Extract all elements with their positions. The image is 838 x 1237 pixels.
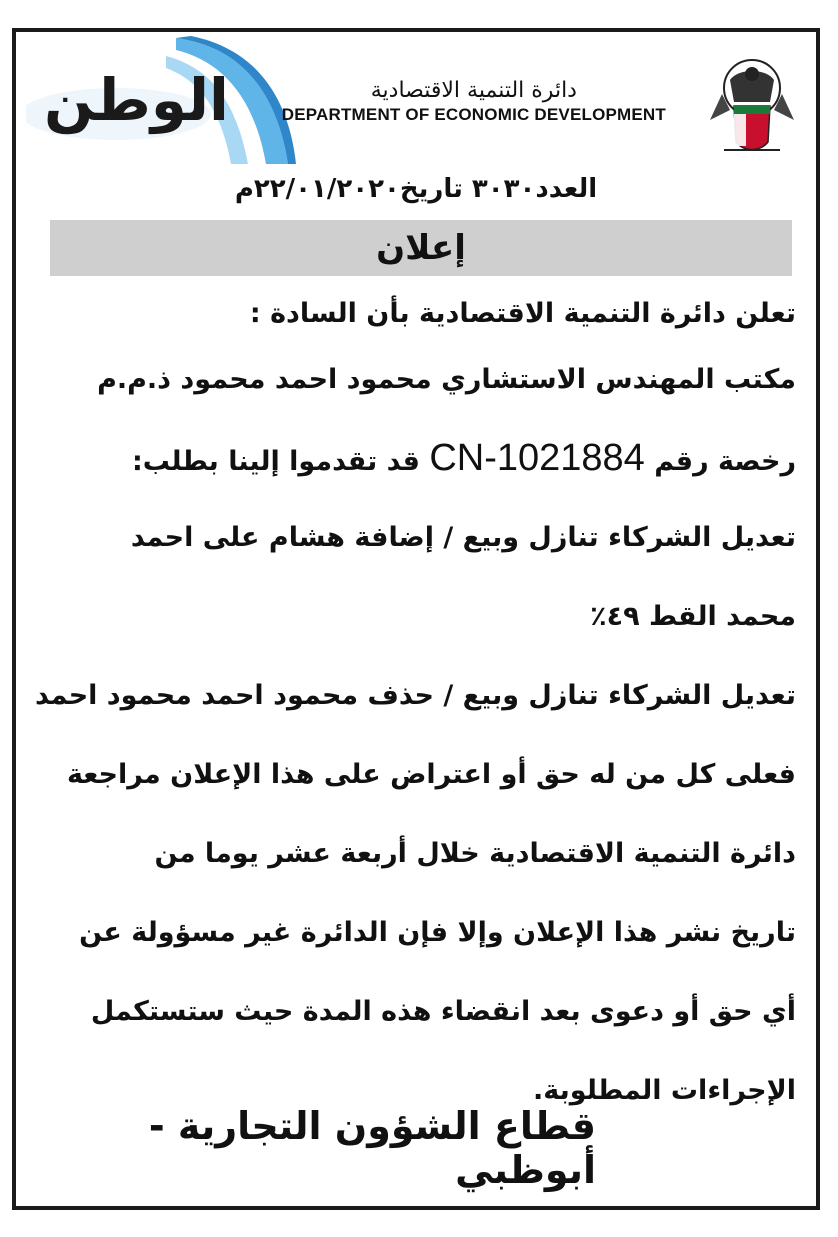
notice-line: دائرة التنمية الاقتصادية خلال أربعة عشر يوما من <box>154 838 796 869</box>
request-2: تعديل الشركاء تنازل وبيع / حذف محمود احمد محمود احمد <box>35 680 796 711</box>
newspaper-logo-text: الوطن <box>44 66 229 134</box>
request-1-line-1: تعديل الشركاء تنازل وبيع / إضافة هشام على احمد <box>130 522 796 553</box>
department-name <box>282 78 666 125</box>
license-number: CN-1021884 <box>429 437 645 479</box>
advertisement-frame <box>12 28 820 1210</box>
body-intro: تعلن دائرة التنمية الاقتصادية بأن السادة : <box>249 298 796 329</box>
falcon-emblem-icon <box>700 50 804 160</box>
newspaper-logo <box>26 36 296 166</box>
department-name-arabic: دائرة التنمية الاقتصادية <box>370 78 577 103</box>
masthead <box>16 32 816 172</box>
notice-line: تاريخ نشر هذا الإعلان وإلا فإن الدائرة غير مسؤولة عن <box>79 917 796 948</box>
request-1-line-2: محمد القط ٤٩٪ <box>590 601 796 632</box>
license-prefix: رخصة رقم <box>654 446 796 477</box>
announcement-title: إعلان <box>376 228 466 268</box>
department-name-english: DEPARTMENT OF ECONOMIC DEVELOPMENT <box>281 105 666 124</box>
announcement-title-bar <box>50 220 792 276</box>
body-license <box>38 419 796 498</box>
notice-line: فعلى كل من له حق أو اعتراض على هذا الإعلان مراجعة <box>66 759 796 790</box>
notice-line: الإجراءات المطلوبة. <box>533 1075 796 1106</box>
license-suffix: قد تقدموا إلينا بطلب: <box>131 446 420 477</box>
issue-date-line: العدد٣٠٣٠ تاريخ٢٢/٠١/٢٠٢٠م <box>234 174 598 204</box>
notice-line: أي حق أو دعوى بعد انقضاء هذه المدة حيث ستستكمل <box>90 996 796 1027</box>
body-company: مكتب المهندس الاستشاري محمود احمد محمود ذ.م.م <box>97 364 796 395</box>
announcement-body <box>35 288 796 1130</box>
footer-signature: قطاع الشؤون التجارية - أبوظبي <box>148 1104 596 1192</box>
